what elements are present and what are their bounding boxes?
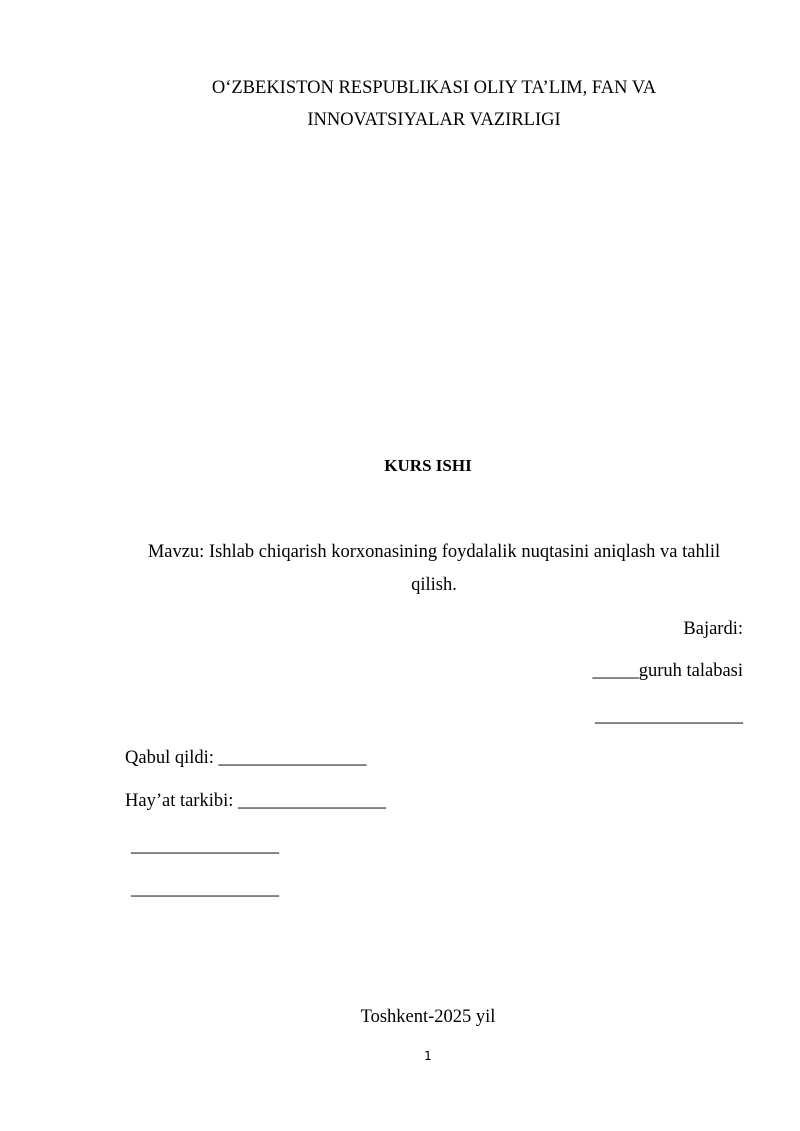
student-name-blank: ________________	[595, 706, 743, 726]
city-and-year: Toshkent-2025 yil	[360, 1007, 496, 1027]
ministry-name-line-1: O‘ZBEKISTON RESPUBLIKASI OLIY TA’LIM, FAN VA	[211, 78, 657, 98]
student-group-line: _____guruh talabasi	[592, 661, 743, 681]
topic-line-1: Mavzu: Ishlab chiqarish korxonasining foydalalik nuqtasini aniqlash va tahlil	[147, 542, 721, 562]
page-number: 1	[424, 1049, 432, 1063]
topic-line-2: qilish.	[411, 575, 457, 595]
ministry-name-line-2: INNOVATSIYALAR VAZIRLIGI	[307, 110, 561, 130]
committee-member-blank-1: ________________	[131, 836, 279, 856]
accepted-by-line: Qabul qildi: ________________	[125, 748, 367, 768]
committee-line: Hay’at tarkibi: ________________	[125, 791, 387, 811]
performed-by-label: Bajardi:	[683, 619, 743, 639]
committee-member-blank-2: ________________	[131, 879, 279, 899]
document-type-title: KURS ISHI	[384, 456, 472, 475]
